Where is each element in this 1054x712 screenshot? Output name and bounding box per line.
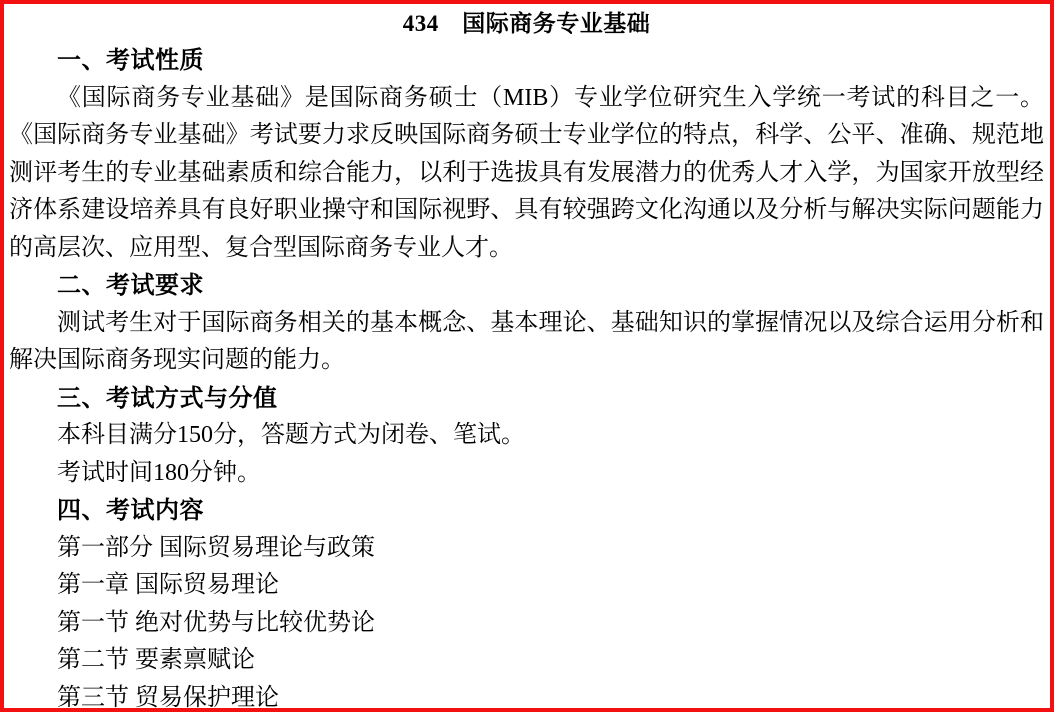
content-item-section-3: 第三节 贸易保护理论 [57,684,279,711]
document-title: 434 国际商务专业基础 [402,11,651,36]
paragraph-exam-requirements: 测试考生对于国际商务相关的基本概念、基本理论、基础知识的掌握情况以及综合运用分析和解决国际商务现实问题的能力。 [9,309,1044,373]
line-full-score: 本科目满分150分，答题方式为闭卷、笔试。 [57,422,525,448]
content-item-chapter-1: 第一章 国际贸易理论 [57,572,279,598]
content-item-section-2: 第二节 要素禀赋论 [57,647,255,673]
section-heading-exam-format-score: 三、考试方式与分值 [57,384,278,412]
section-heading-exam-content: 四、考试内容 [57,497,204,524]
content-item-section-1: 第一节 绝对优势与比较优势论 [57,609,375,636]
section-heading-exam-requirements: 二、考试要求 [57,272,204,299]
paragraph-exam-nature: 《国际商务专业基础》是国际商务硕士（MIB）专业学位研究生入学统一考试的科目之一。《国际商务专业基础》考试要力求反映国际商务硕士专业学位的特点，科学、公平、准确、规范地测评考生的专业基础素质和综合能力，以利于选拔具有发展潜力的优秀人才入学，为国家开放型经济体系建设培养具有良好职业操守和国际视野、具有较强跨文化沟通以及分析与解决实际问题能力的高层次、应用型、复合型国际商务专业人才。 [9,84,1044,261]
line-exam-duration: 考试时间180分钟。 [57,459,261,486]
content-item-part-1: 第一部分 国际贸易理论与政策 [57,534,375,561]
section-heading-exam-nature: 一、考试性质 [57,47,204,74]
